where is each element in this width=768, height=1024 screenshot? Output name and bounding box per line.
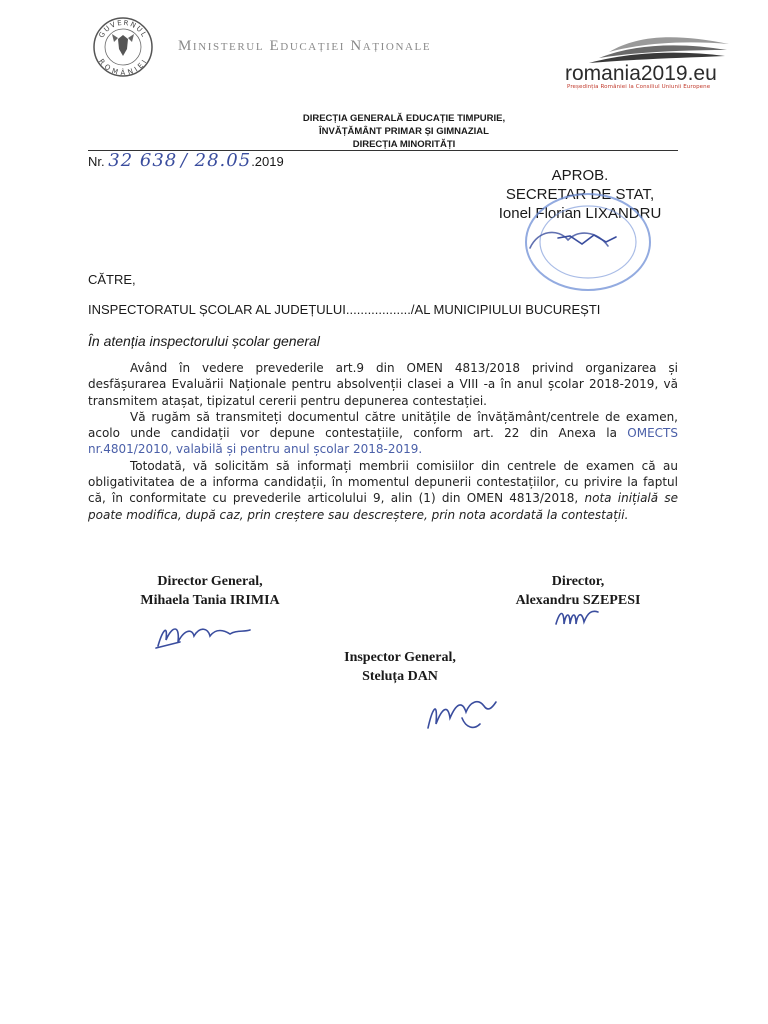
- paragraph: Vă rugăm să transmiteți documentul către unitățile de învățământ/centrele de examen, acolo unde candidații vor depune contestațiile, conform art. 22 din Anexa la OMECTS nr.4801/2010, valabilă și pentru anul școlar 2018-2019.: [88, 409, 678, 457]
- registration-year: .2019: [251, 154, 284, 169]
- waves-icon: [579, 30, 729, 64]
- legal-reference: OMECTS nr.4801/2010, valabilă și pentru anul școlar 2018-2019.: [88, 426, 678, 457]
- signer-name: Mihaela Tania IRIMIA: [140, 593, 280, 608]
- directorate-line: ÎNVĂȚĂMÂNT PRIMAR ȘI GIMNAZIAL: [319, 126, 489, 137]
- approval-name: Ionel Florian LIXANDRU: [498, 205, 662, 222]
- paragraph: Având în vedere prevederile art.9 din OMEN 4813/2018 privind organizarea și desfășurarea Evaluării Naționale pentru absolvenții clasei a VIII -a în anul școlar 2018-2019, vă transmitem atașat, tipizatul cererii pentru depunerea contestației.: [88, 361, 678, 408]
- signature-block-left: [100, 572, 320, 610]
- signer-title: Director,: [551, 574, 605, 589]
- handwritten-signature-icon: [422, 688, 502, 736]
- letter-body: [88, 360, 678, 523]
- official-stamp-icon: [508, 190, 653, 295]
- paragraph: Totodată, vă solicităm să informați membrii comisiilor din centrele de examen că au obligativitatea de a informa candidații, în momentul depunerii contestațiilor, cu privire la faptul că, în conformitate cu prevederile articolului 9, alin (1) din OMEN 4813/2018, nota inițială se poate modifica, după caz, prin creștere sau descreștere, prin nota acordată la contestații.: [88, 458, 679, 522]
- handwritten-signature-icon: [552, 604, 602, 630]
- svg-text:ROMÂNIEI: [97, 57, 149, 77]
- emphasized-text: nota inițială se poate modifica, după caz, prin creștere sau descreștere, prin nota acordată la contestații.: [88, 491, 679, 522]
- registration-handwritten-date: 28.05: [194, 150, 252, 171]
- seal-bottom-text: ROMÂNIEI: [97, 57, 150, 78]
- directorate-heading: [0, 112, 768, 151]
- recipient-to: CĂTRE,: [88, 272, 136, 287]
- recipient-institution: INSPECTORATUL ȘCOLAR AL JUDEȚULUI................../AL MUNICIPIULUI BUCUREȘTI: [88, 302, 601, 317]
- signature-block-center: [290, 648, 510, 686]
- handwritten-signature-icon: [150, 612, 260, 654]
- logo-name: romania2019.eu: [565, 62, 717, 85]
- approval-title: SECRETAR DE STAT,: [505, 186, 655, 203]
- logo-subtitle: Președinția României la Consiliul Uniunii Europene: [567, 84, 711, 90]
- registration-number: Nr. 32 638 / 28.05.2019: [88, 150, 284, 171]
- signer-name: Steluța DAN: [362, 669, 438, 684]
- seal-top-text: GUVERNUL: [97, 18, 149, 40]
- government-seal-icon: [92, 16, 154, 78]
- ministry-name: Ministerul Educației Naționale: [178, 38, 432, 54]
- registration-prefix: Nr.: [88, 154, 105, 169]
- romania2019-logo: [565, 30, 725, 90]
- attention-line: În atenția inspectorului școlar general: [88, 333, 320, 349]
- signer-name: Alexandru SZEPESI: [515, 593, 641, 608]
- signer-title: Inspector General,: [344, 650, 456, 665]
- directorate-line: DIRECȚIA GENERALĂ EDUCAȚIE TIMPURIE,: [302, 113, 506, 124]
- approval-line: APROB.: [551, 167, 609, 184]
- registration-handwritten-number: 32 638: [108, 150, 178, 171]
- directorate-line: DIRECȚIA MINORITĂȚI: [352, 139, 456, 150]
- signer-title: Director General,: [157, 574, 263, 589]
